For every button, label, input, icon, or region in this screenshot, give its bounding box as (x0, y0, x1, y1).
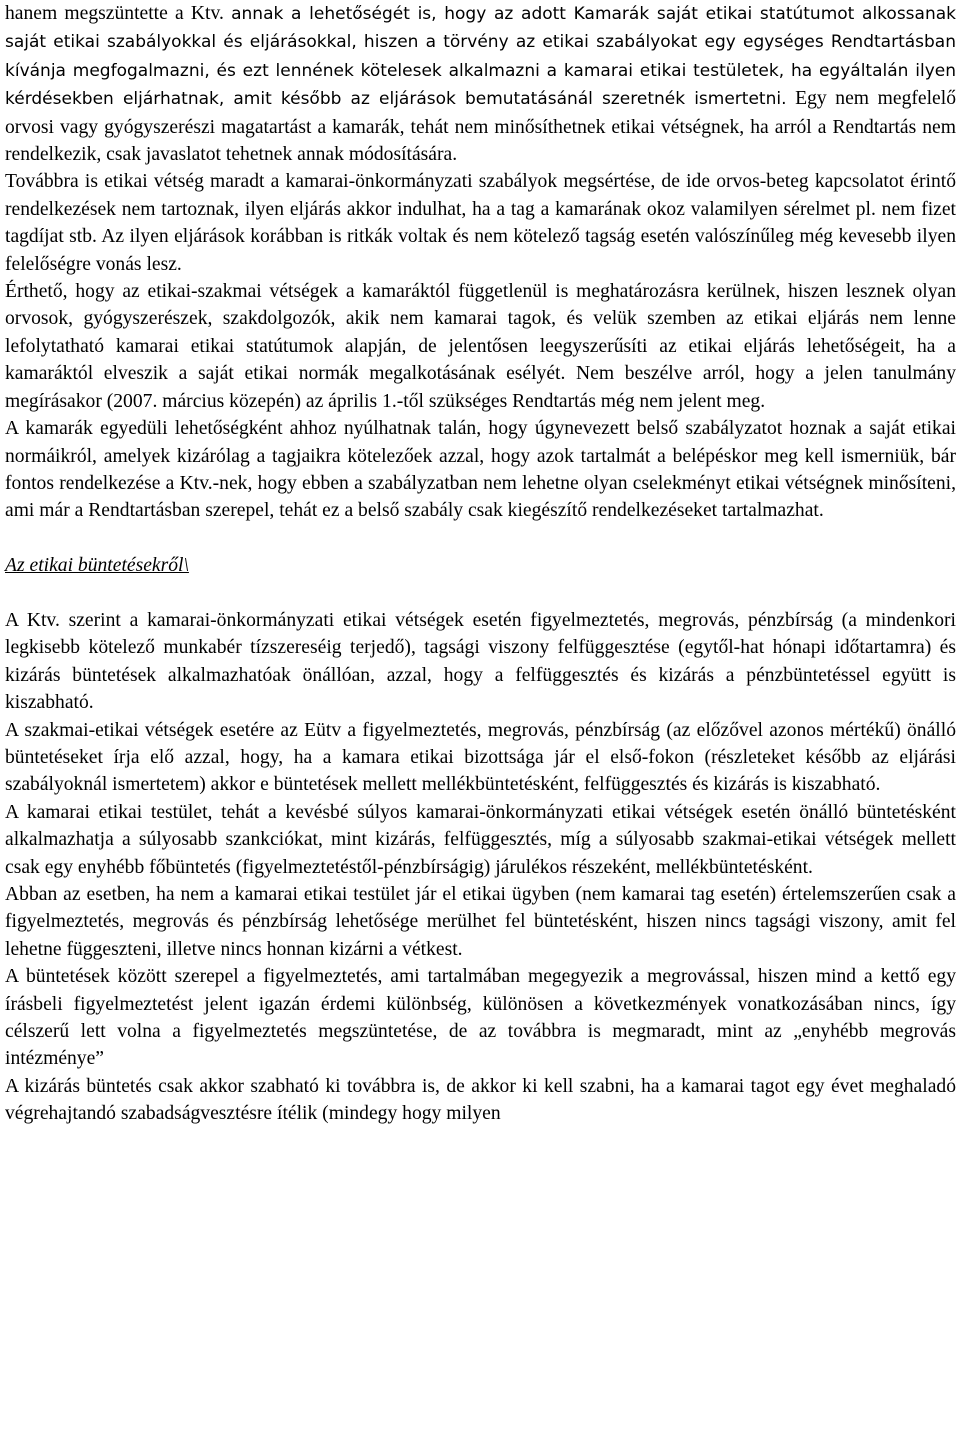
text-run: A Ktv. szerint a kamarai-önkormányzati etikai vétségek esetén figyelmeztetés, megrovás, pénzbírság (a mindenkori legkisebb kötelező munkabér tízszereséig terjedő), tagsági viszony felfüggesztése (egytől-hat hónapi időtartamra) és kizárás büntetések alkalmazhatóak önállóan, azzal, hogy a felfüggesztés és kizárás a pénzbüntetéssel együtt is kiszabható. (5, 609, 956, 714)
text-run: A büntetések között szerepel a figyelmeztetés, ami tartalmában megegyezik a megrovással, hiszen mind a kettő egy írásbeli figyelmeztetést jelent igazán érdemi különbség, különösen a következmények vonatkozásában nincs, így célszerű lett volna a figyelmeztetés megszüntetése, de az továbbra is megmaradt, mint az „enyhébb megrovás intézménye” (5, 966, 956, 1070)
text-run: A kizárás büntetés csak akkor szabható ki továbbra is, de akkor ki kell szabni, ha a kamarai tagot egy évet meghaladó végrehajtandó szabadságvesztésre ítélik (mindegy hogy milyen (5, 1075, 956, 1125)
section-heading: Az etikai büntetésekről\ (5, 555, 189, 577)
paragraph (5, 881, 956, 963)
paragraph (5, 963, 956, 1073)
text-run: Továbbra is etikai vétség maradt a kamarai-önkormányzati szabályok megsértése, de ide orvos-beteg kapcsolatot érintő rendelkezések nem tartoznak, ilyen eljárás akkor indulhat, ha a tag a kamarának okoz valamilyen sérelmet pl. nem fizet tagdíjat stb. Az ilyen eljárások korábban is ritkák voltak és nem kötelező tagság esetén valószínűleg még kevesebb ilyen felelőségre vonás lesz. (5, 171, 956, 275)
text-run: Érthető, hogy az etikai-szakmai vétségek a kamaráktól függetlenül is meghatározásra kerülnek, hiszen lesznek olyan orvosok, gyógyszerészek, szakdolgozók, akik nem kamarai tagok, és velük szemben az etikai eljárás nem lenne lefolytatható kamarai etikai statútumok alapján, de jelentősen leegyszerűsíti az etikai eljárás lehetőségeit, ha a kamaráktól elveszik a saját etikai normák megalkotásának esélyét. Nem beszélve arról, hogy a jelen tanulmány megírásakor (2007. március közepén) az április 1.-től szükséges Rendtartás még nem jelent meg. (5, 281, 956, 412)
text-run: Abban az esetben, ha nem a kamarai etikai testület jár el etikai ügyben (nem kamarai tag esetén) értelemszerűen csak a figyelmeztetés, megrovás és pénzbírság lehetősége merülhet fel büntetésként, hiszen nincs tagsági viszony, amit fel lehetne függeszteni, illetve nincs honnan kizárni a vétkest. (5, 883, 956, 960)
text-run: Egy nem megfelelő orvosi vagy gyógyszerészi magatartást a kamarák, tehát nem minősíthetnek etikai vétségnek, ha arról a Rendtartás nem rendelkezik, csak javaslatot tehetnek annak módosítására. (5, 88, 956, 166)
paragraph (5, 415, 956, 525)
paragraph (5, 607, 956, 717)
text-run: A szakmai-etikai vétségek esetére az Eütv a figyelmeztetés, megrovás, pénzbírság (az előzővel azonos mértékű) önálló büntetéseket írja elő azzal, hogy, ha a kamara etikai bizottsága jár el első-fokon (részleteket később az eljárási szabályoknál ismertetem) akkor e büntetések mellett mellékbüntetésként, felfüggesztés és kizárás is kiszabható. (5, 719, 956, 796)
paragraph (5, 799, 956, 881)
paragraph (5, 278, 956, 415)
blank-line (5, 525, 956, 552)
text-run: A kamarák egyedüli lehetőségként ahhoz nyúlhatnak talán, hogy úgynevezett belső szabályzatot hoznak a saját etikai normáikról, amelyek kizárólag a tagjaikra kötelezőek azzal, hogy azok tartalmát a belépéskor meg kell ismerniük, bár fontos rendelkezése a Ktv.-nek, hogy ebben a szabályzatban nem lehetne olyan cselekményt etikai vétségnek minősíteni, ami már a Rendtartásban szerepel, tehát ez a belső szabály csak kiegészítő rendelkezéseket tartalmazhat. (5, 418, 956, 522)
blank-line (5, 580, 956, 607)
paragraph (5, 0, 956, 168)
document-page (5, 0, 956, 1128)
paragraph (5, 168, 956, 278)
paragraph (5, 717, 956, 799)
text-run: annak a lehetőségét is, hogy az adott Kamarák saját etikai statútumot alkossanak saját etikai szabályokkal és eljárásokkal, hiszen a törvény az etikai szabályokat egy egységes Rendtartásban kívánja megfogalmazni, és ezt lennének kötelesek alkalmazni a kamarai etikai testületek, ha egyáltalán ilyen kérdésekben eljárhatnak, amit később az eljárások bemutatásánál szeretnék ismertetni. (5, 4, 956, 110)
text-run: A kamarai etikai testület, tehát a kevésbé súlyos kamarai-önkormányzati etikai vétségek esetén önálló büntetésként alkalmazhatja a súlyosabb szankciókat, mint kizárás, felfüggesztés, míg a súlyosabb szakmai-etikai vétségek mellett csak egy enyhébb főbüntetés (figyelmeztetéstől-pénzbírságig) járulékos részeként, mellékbüntetésként. (5, 801, 956, 878)
paragraph (5, 1073, 956, 1128)
text-run: hanem megszüntette a Ktv. (5, 3, 232, 24)
